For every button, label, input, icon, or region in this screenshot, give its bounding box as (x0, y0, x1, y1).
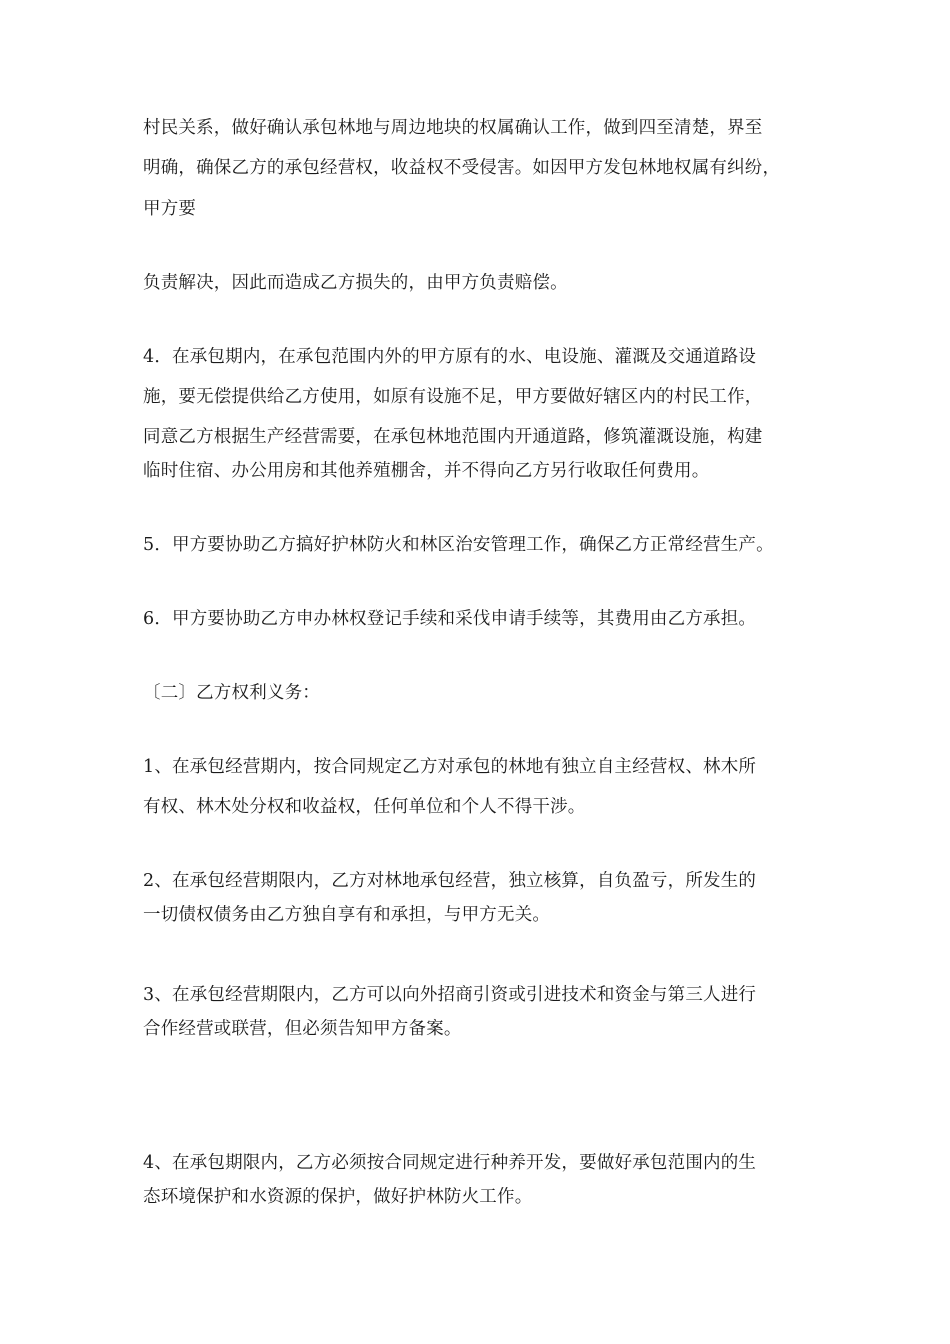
text-line: 4．在承包期内，在承包范围内外的甲方原有的水、电设施、灌溉及交通道路设 (143, 347, 757, 367)
text-line: 明确，确保乙方的承包经营权，收益权不受侵害。如因甲方发包林地权属有纠纷， (143, 158, 781, 178)
section-heading: 〔二〕乙方权利义务： (143, 683, 320, 703)
text-line: 6．甲方要协助乙方申办林权登记手续和采伐申请手续等，其费用由乙方承担。 (143, 609, 757, 629)
text-line: 4、在承包期限内，乙方必须按合同规定进行种养开发，要做好承包范围内的生 (143, 1153, 757, 1173)
text-line: 甲方要 (143, 199, 197, 219)
text-line: 村民关系，做好确认承包林地与周边地块的权属确认工作，做到四至清楚，界至 (143, 118, 763, 138)
text-line: 合作经营或联营，但必须告知甲方备案。 (143, 1019, 462, 1039)
text-line: 1、在承包经营期内，按合同规定乙方对承包的林地有独立自主经营权、林木所 (143, 757, 757, 777)
text-line: 负责解决，因此而造成乙方损失的，由甲方负责赔偿。 (143, 273, 568, 293)
text-line: 5．甲方要协助乙方搞好护林防火和林区治安管理工作，确保乙方正常经营生产。 (143, 535, 774, 555)
text-line: 临时住宿、办公用房和其他养殖棚舍，并不得向乙方另行收取任何费用。 (143, 461, 710, 481)
text-line: 同意乙方根据生产经营需要，在承包林地范围内开通道路，修筑灌溉设施，构建 (143, 427, 763, 447)
text-line: 施，要无偿提供给乙方使用，如原有设施不足，甲方要做好辖区内的村民工作， (143, 387, 763, 407)
text-line: 一切债权债务由乙方独自享有和承担，与甲方无关。 (143, 905, 551, 925)
text-line: 2、在承包经营期限内，乙方对林地承包经营，独立核算，自负盈亏，所发生的 (143, 871, 757, 891)
text-line: 有权、林木处分权和收益权，任何单位和个人不得干涉。 (143, 797, 586, 817)
text-line: 态环境保护和水资源的保护，做好护林防火工作。 (143, 1187, 533, 1207)
text-line: 3、在承包经营期限内，乙方可以向外招商引资或引进技术和资金与第三人进行 (143, 985, 757, 1005)
